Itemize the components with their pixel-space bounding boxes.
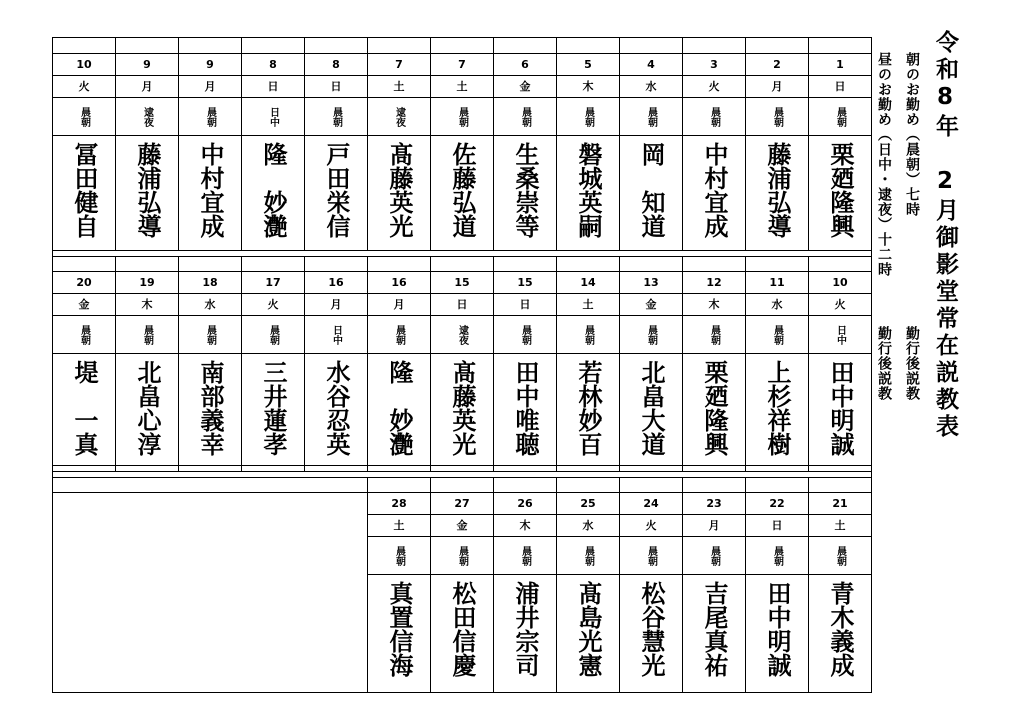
- entry-speaker: [305, 354, 367, 471]
- entry-service-slot-text: 日中: [330, 324, 342, 345]
- entry-speaker-name: 髙島光憲: [574, 581, 602, 677]
- entry-date: 22: [746, 493, 808, 515]
- entry-weekday: 土: [557, 294, 619, 316]
- entry-service-slot-text: 晨朝: [519, 545, 531, 566]
- header-spacer: [431, 256, 493, 272]
- entry-service-slot-text: 晨朝: [78, 106, 90, 127]
- entry-speaker-name: 青木義成: [826, 581, 854, 677]
- entry-speaker: [305, 136, 367, 250]
- entry-speaker: [683, 354, 745, 471]
- entry-service-slot: [53, 98, 115, 136]
- entry-speaker-name: 北畠大道: [637, 360, 665, 456]
- schedule-entry: [745, 38, 808, 250]
- schedule-entry: [556, 38, 619, 250]
- header-spacer: [746, 256, 808, 272]
- entry-speaker: [809, 354, 871, 471]
- entry-service-slot: [557, 316, 619, 354]
- entry-date: 16: [305, 272, 367, 294]
- header-spacer: [305, 256, 367, 272]
- entry-speaker: [683, 136, 745, 250]
- schedule-entry: [808, 38, 871, 250]
- entry-date: 15: [431, 272, 493, 294]
- schedule-entry: [241, 256, 304, 471]
- entry-weekday: 火: [683, 76, 745, 98]
- blank-area: [53, 477, 367, 493]
- entry-date: 26: [494, 493, 556, 515]
- entry-service-slot-text: 晨朝: [582, 106, 594, 127]
- entry-service-slot: [305, 98, 367, 136]
- entry-service-slot: [305, 316, 367, 354]
- schedule-entry: [556, 477, 619, 693]
- schedule-section-1: [53, 38, 871, 250]
- header-spacer: [179, 38, 241, 54]
- entry-weekday: 日: [746, 515, 808, 537]
- entry-date: 7: [431, 54, 493, 76]
- entry-speaker: [368, 575, 430, 693]
- schedule-entry: [115, 38, 178, 250]
- entry-weekday: 月: [746, 76, 808, 98]
- entry-speaker-name: 髙藤英光: [385, 142, 413, 238]
- schedule-entry: [493, 38, 556, 250]
- entry-date: 3: [683, 54, 745, 76]
- day-service-time: 昼のお勤め（日中・逮夜）十二時: [876, 52, 892, 277]
- entry-weekday: 日: [494, 294, 556, 316]
- entry-date: 11: [746, 272, 808, 294]
- entry-speaker: [557, 575, 619, 693]
- entry-speaker-name: 真置信海: [385, 581, 413, 677]
- entry-service-slot-text: 晨朝: [519, 106, 531, 127]
- header-spacer: [746, 477, 808, 493]
- schedule-entry: [178, 38, 241, 250]
- entry-service-slot: [431, 98, 493, 136]
- header-spacer: [431, 477, 493, 493]
- entry-weekday: 木: [116, 294, 178, 316]
- entry-service-slot: [368, 98, 430, 136]
- entry-speaker-name: 生桑崇等: [511, 142, 539, 238]
- entry-speaker: [746, 354, 808, 471]
- header-spacer: [620, 256, 682, 272]
- entry-speaker: [494, 354, 556, 471]
- entry-service-slot-text: 晨朝: [204, 106, 216, 127]
- entry-service-slot: [620, 316, 682, 354]
- entry-service-slot: [809, 537, 871, 575]
- entry-speaker-name: 佐藤弘道: [448, 142, 476, 238]
- section-divider: [53, 256, 871, 257]
- entry-speaker: [368, 136, 430, 250]
- entry-speaker-name: 栗廼隆興: [826, 142, 854, 238]
- schedule-entry: [53, 256, 115, 471]
- entry-weekday: 水: [620, 76, 682, 98]
- entry-service-slot: [53, 316, 115, 354]
- entry-service-slot-text: 逮夜: [393, 106, 405, 127]
- entry-speaker-name: 冨田健自: [70, 142, 98, 238]
- entry-date: 23: [683, 493, 745, 515]
- header-spacer: [368, 256, 430, 272]
- entry-service-slot: [431, 537, 493, 575]
- entry-date: 18: [179, 272, 241, 294]
- header-spacer: [620, 477, 682, 493]
- entry-service-slot-text: 晨朝: [645, 324, 657, 345]
- schedule-entry: [619, 38, 682, 250]
- header-spacer: [53, 38, 115, 54]
- entry-weekday: 金: [494, 76, 556, 98]
- header-spacer: [683, 477, 745, 493]
- entry-weekday: 金: [620, 294, 682, 316]
- header-spacer: [368, 477, 430, 493]
- entry-speaker-name: 松谷慧光: [637, 581, 665, 677]
- entry-service-slot: [746, 98, 808, 136]
- entry-service-slot: [620, 98, 682, 136]
- entry-service-slot: [494, 98, 556, 136]
- entry-weekday: 日: [305, 76, 367, 98]
- entry-service-slot-text: 日中: [834, 324, 846, 345]
- entry-service-slot-text: 晨朝: [393, 324, 405, 345]
- entry-date: 12: [683, 272, 745, 294]
- entry-service-slot: [683, 98, 745, 136]
- header-spacer: [809, 38, 871, 54]
- entry-date: 14: [557, 272, 619, 294]
- entry-speaker-name: 戸田栄信: [322, 142, 350, 238]
- entry-service-slot-text: 晨朝: [708, 324, 720, 345]
- entry-service-slot-text: 晨朝: [582, 545, 594, 566]
- entry-weekday: 月: [179, 76, 241, 98]
- entry-service-slot: [620, 537, 682, 575]
- entry-speaker-name: 磐城英嗣: [574, 142, 602, 238]
- entry-date: 24: [620, 493, 682, 515]
- header-spacer: [305, 38, 367, 54]
- schedule-entry: [682, 38, 745, 250]
- entry-service-slot-text: 晨朝: [78, 324, 90, 345]
- after-service-sermon-note-day: 勤行後説教: [876, 326, 892, 401]
- header-spacer: [242, 256, 304, 272]
- entry-service-slot: [368, 537, 430, 575]
- header-spacer: [683, 256, 745, 272]
- entry-service-slot: [494, 537, 556, 575]
- schedule-entry: [682, 256, 745, 471]
- entry-service-slot-text: 晨朝: [708, 106, 720, 127]
- entry-date: 17: [242, 272, 304, 294]
- entry-service-slot: [116, 316, 178, 354]
- entry-service-slot: [809, 316, 871, 354]
- entry-weekday: 木: [683, 294, 745, 316]
- entry-service-slot: [368, 316, 430, 354]
- entry-speaker: [431, 354, 493, 471]
- entry-weekday: 火: [809, 294, 871, 316]
- entry-date: 7: [368, 54, 430, 76]
- section-divider: [53, 465, 871, 466]
- schedule-entry: [430, 477, 493, 693]
- entry-date: 10: [809, 272, 871, 294]
- entry-date: 15: [494, 272, 556, 294]
- entry-speaker-name: 中村宜成: [196, 142, 224, 238]
- header-spacer: [683, 38, 745, 54]
- schedule-entry: [367, 477, 430, 693]
- entry-service-slot: [557, 537, 619, 575]
- schedule-entry: [430, 38, 493, 250]
- schedule-table: [52, 37, 872, 693]
- entry-speaker: [368, 354, 430, 471]
- entry-service-slot: [179, 316, 241, 354]
- entry-service-slot: [557, 98, 619, 136]
- entry-speaker-name: 中村宜成: [700, 142, 728, 238]
- entry-speaker-name: 若林妙百: [574, 360, 602, 456]
- entry-speaker-name: 水谷忍英: [322, 360, 350, 456]
- entry-speaker: [116, 354, 178, 471]
- entry-service-slot: [809, 98, 871, 136]
- schedule-entry: [682, 477, 745, 693]
- section-divider: [53, 477, 871, 478]
- entry-speaker: [809, 575, 871, 693]
- header-spacer: [116, 38, 178, 54]
- entry-speaker-name: 田中唯聴: [511, 360, 539, 456]
- schedule-section-2: [53, 256, 871, 471]
- entry-speaker: [431, 136, 493, 250]
- entry-service-slot: [116, 98, 178, 136]
- entry-date: 9: [116, 54, 178, 76]
- entry-speaker-name: 田中明誠: [763, 581, 791, 677]
- entry-service-slot-text: 晨朝: [267, 324, 279, 345]
- schedule-entry: [53, 38, 115, 250]
- entry-date: 6: [494, 54, 556, 76]
- entry-speaker: [242, 136, 304, 250]
- entry-date: 20: [53, 272, 115, 294]
- entry-weekday: 土: [809, 515, 871, 537]
- schedule-entry: [556, 256, 619, 471]
- entry-speaker: [242, 354, 304, 471]
- header-spacer: [557, 477, 619, 493]
- schedule-section-3: [53, 477, 871, 693]
- entry-service-slot: [242, 98, 304, 136]
- entry-weekday: 木: [494, 515, 556, 537]
- header-spacer: [557, 38, 619, 54]
- header-spacer: [431, 38, 493, 54]
- entry-date: 19: [116, 272, 178, 294]
- entry-weekday: 月: [683, 515, 745, 537]
- entry-speaker: [431, 575, 493, 693]
- header-spacer: [116, 256, 178, 272]
- entry-date: 5: [557, 54, 619, 76]
- entry-date: 9: [179, 54, 241, 76]
- entry-speaker: [179, 354, 241, 471]
- entry-speaker-name: 松田信慶: [448, 581, 476, 677]
- entry-service-slot: [746, 316, 808, 354]
- entry-speaker-name: 髙藤英光: [448, 360, 476, 456]
- header-spacer: [494, 256, 556, 272]
- entry-weekday: 日: [242, 76, 304, 98]
- section-divider: [53, 250, 871, 251]
- entry-date: 10: [53, 54, 115, 76]
- schedule-entry: [241, 38, 304, 250]
- header-spacer: [809, 477, 871, 493]
- entry-speaker: [53, 136, 115, 250]
- entry-service-slot: [179, 98, 241, 136]
- entry-weekday: 水: [746, 294, 808, 316]
- schedule-entry: [367, 38, 430, 250]
- header-spacer: [494, 477, 556, 493]
- entry-service-slot: [242, 316, 304, 354]
- entry-speaker-name: 隆 妙灔: [385, 360, 413, 456]
- entry-weekday: 水: [179, 294, 241, 316]
- entry-service-slot-text: 日中: [267, 106, 279, 127]
- entry-service-slot-text: 逮夜: [456, 324, 468, 345]
- morning-service-time: 朝のお勤め（晨朝）七時: [904, 52, 920, 217]
- schedule-entry: [619, 256, 682, 471]
- schedule-entry: [304, 256, 367, 471]
- entry-service-slot-text: 晨朝: [834, 545, 846, 566]
- entry-speaker: [557, 136, 619, 250]
- entry-service-slot: [431, 316, 493, 354]
- entry-service-slot: [494, 316, 556, 354]
- entry-weekday: 火: [242, 294, 304, 316]
- entry-speaker: [683, 575, 745, 693]
- entry-date: 8: [305, 54, 367, 76]
- header-spacer: [494, 38, 556, 54]
- entry-service-slot-text: 晨朝: [771, 106, 783, 127]
- entry-service-slot-text: 晨朝: [708, 545, 720, 566]
- entry-speaker-name: 南部義幸: [196, 360, 224, 456]
- header-spacer: [620, 38, 682, 54]
- entry-service-slot-text: 晨朝: [645, 545, 657, 566]
- entry-weekday: 月: [368, 294, 430, 316]
- entry-speaker-name: 上杉祥樹: [763, 360, 791, 456]
- entry-speaker-name: 北畠心淳: [133, 360, 161, 456]
- after-service-sermon-note-morning: 勤行後説教: [904, 326, 920, 401]
- entry-speaker-name: 田中明誠: [826, 360, 854, 456]
- schedule-entry: [367, 256, 430, 471]
- schedule-entry: [493, 477, 556, 693]
- entry-weekday: 金: [53, 294, 115, 316]
- entry-service-slot-text: 晨朝: [771, 545, 783, 566]
- entry-speaker-name: 岡 知道: [637, 142, 665, 238]
- entry-service-slot-text: 晨朝: [519, 324, 531, 345]
- schedule-entry: [808, 256, 871, 471]
- entry-speaker-name: 藤浦弘導: [133, 142, 161, 238]
- entry-service-slot-text: 晨朝: [456, 106, 468, 127]
- entry-service-slot-text: 晨朝: [834, 106, 846, 127]
- entry-service-slot-text: 晨朝: [582, 324, 594, 345]
- header-spacer: [368, 38, 430, 54]
- entry-date: 8: [242, 54, 304, 76]
- entry-speaker: [494, 136, 556, 250]
- schedule-entry: [304, 38, 367, 250]
- schedule-entry: [619, 477, 682, 693]
- entry-speaker-name: 隆 妙灔: [259, 142, 287, 238]
- entry-weekday: 日: [431, 294, 493, 316]
- entry-service-slot-text: 晨朝: [645, 106, 657, 127]
- entry-speaker: [53, 354, 115, 471]
- entry-speaker: [179, 136, 241, 250]
- entry-service-slot-text: 晨朝: [330, 106, 342, 127]
- entry-date: 21: [809, 493, 871, 515]
- schedule-entry: [745, 477, 808, 693]
- schedule-entry: [115, 256, 178, 471]
- entry-speaker-name: 吉尾真祐: [700, 581, 728, 677]
- entry-date: 13: [620, 272, 682, 294]
- entry-service-slot-text: 晨朝: [204, 324, 216, 345]
- schedule-entry: [745, 256, 808, 471]
- entry-speaker: [746, 136, 808, 250]
- schedule-entry: [808, 477, 871, 693]
- entry-date: 4: [620, 54, 682, 76]
- entry-speaker: [809, 136, 871, 250]
- entry-speaker: [620, 354, 682, 471]
- entry-weekday: 土: [431, 76, 493, 98]
- entry-weekday: 木: [557, 76, 619, 98]
- header-spacer: [746, 38, 808, 54]
- header-spacer: [809, 256, 871, 272]
- entry-service-slot-text: 晨朝: [393, 545, 405, 566]
- entry-service-slot: [746, 537, 808, 575]
- entry-speaker: [620, 136, 682, 250]
- entry-date: 25: [557, 493, 619, 515]
- entry-speaker: [557, 354, 619, 471]
- entry-speaker: [746, 575, 808, 693]
- header-spacer: [179, 256, 241, 272]
- entry-date: 28: [368, 493, 430, 515]
- schedule-entry: [178, 256, 241, 471]
- entry-weekday: 火: [53, 76, 115, 98]
- entry-weekday: 日: [809, 76, 871, 98]
- entry-service-slot-text: 晨朝: [771, 324, 783, 345]
- entry-service-slot-text: 逮夜: [141, 106, 153, 127]
- entry-service-slot: [683, 316, 745, 354]
- entry-speaker-name: 浦井宗司: [511, 581, 539, 677]
- header-spacer: [53, 256, 115, 272]
- entry-weekday: 月: [305, 294, 367, 316]
- entry-date: 2: [746, 54, 808, 76]
- entry-speaker-name: 三井蓮孝: [259, 360, 287, 456]
- entry-date: 27: [431, 493, 493, 515]
- entry-weekday: 土: [368, 515, 430, 537]
- entry-speaker: [116, 136, 178, 250]
- entry-speaker-name: 堤 一真: [70, 360, 98, 456]
- entry-weekday: 火: [620, 515, 682, 537]
- entry-speaker: [494, 575, 556, 693]
- entry-weekday: 月: [116, 76, 178, 98]
- entry-weekday: 水: [557, 515, 619, 537]
- entry-service-slot: [683, 537, 745, 575]
- entry-service-slot-text: 晨朝: [141, 324, 153, 345]
- entry-date: 1: [809, 54, 871, 76]
- entry-weekday: 土: [368, 76, 430, 98]
- page-title: 令和8年 2月御影堂常在説教表: [932, 30, 958, 441]
- entry-speaker-name: 栗廼隆興: [700, 360, 728, 456]
- entry-weekday: 金: [431, 515, 493, 537]
- header-spacer: [557, 256, 619, 272]
- entry-date: 16: [368, 272, 430, 294]
- entry-speaker-name: 藤浦弘導: [763, 142, 791, 238]
- schedule-entry: [430, 256, 493, 471]
- header-spacer: [242, 38, 304, 54]
- schedule-entry: [493, 256, 556, 471]
- entry-speaker: [620, 575, 682, 693]
- entry-service-slot-text: 晨朝: [456, 545, 468, 566]
- section-divider: [53, 471, 871, 472]
